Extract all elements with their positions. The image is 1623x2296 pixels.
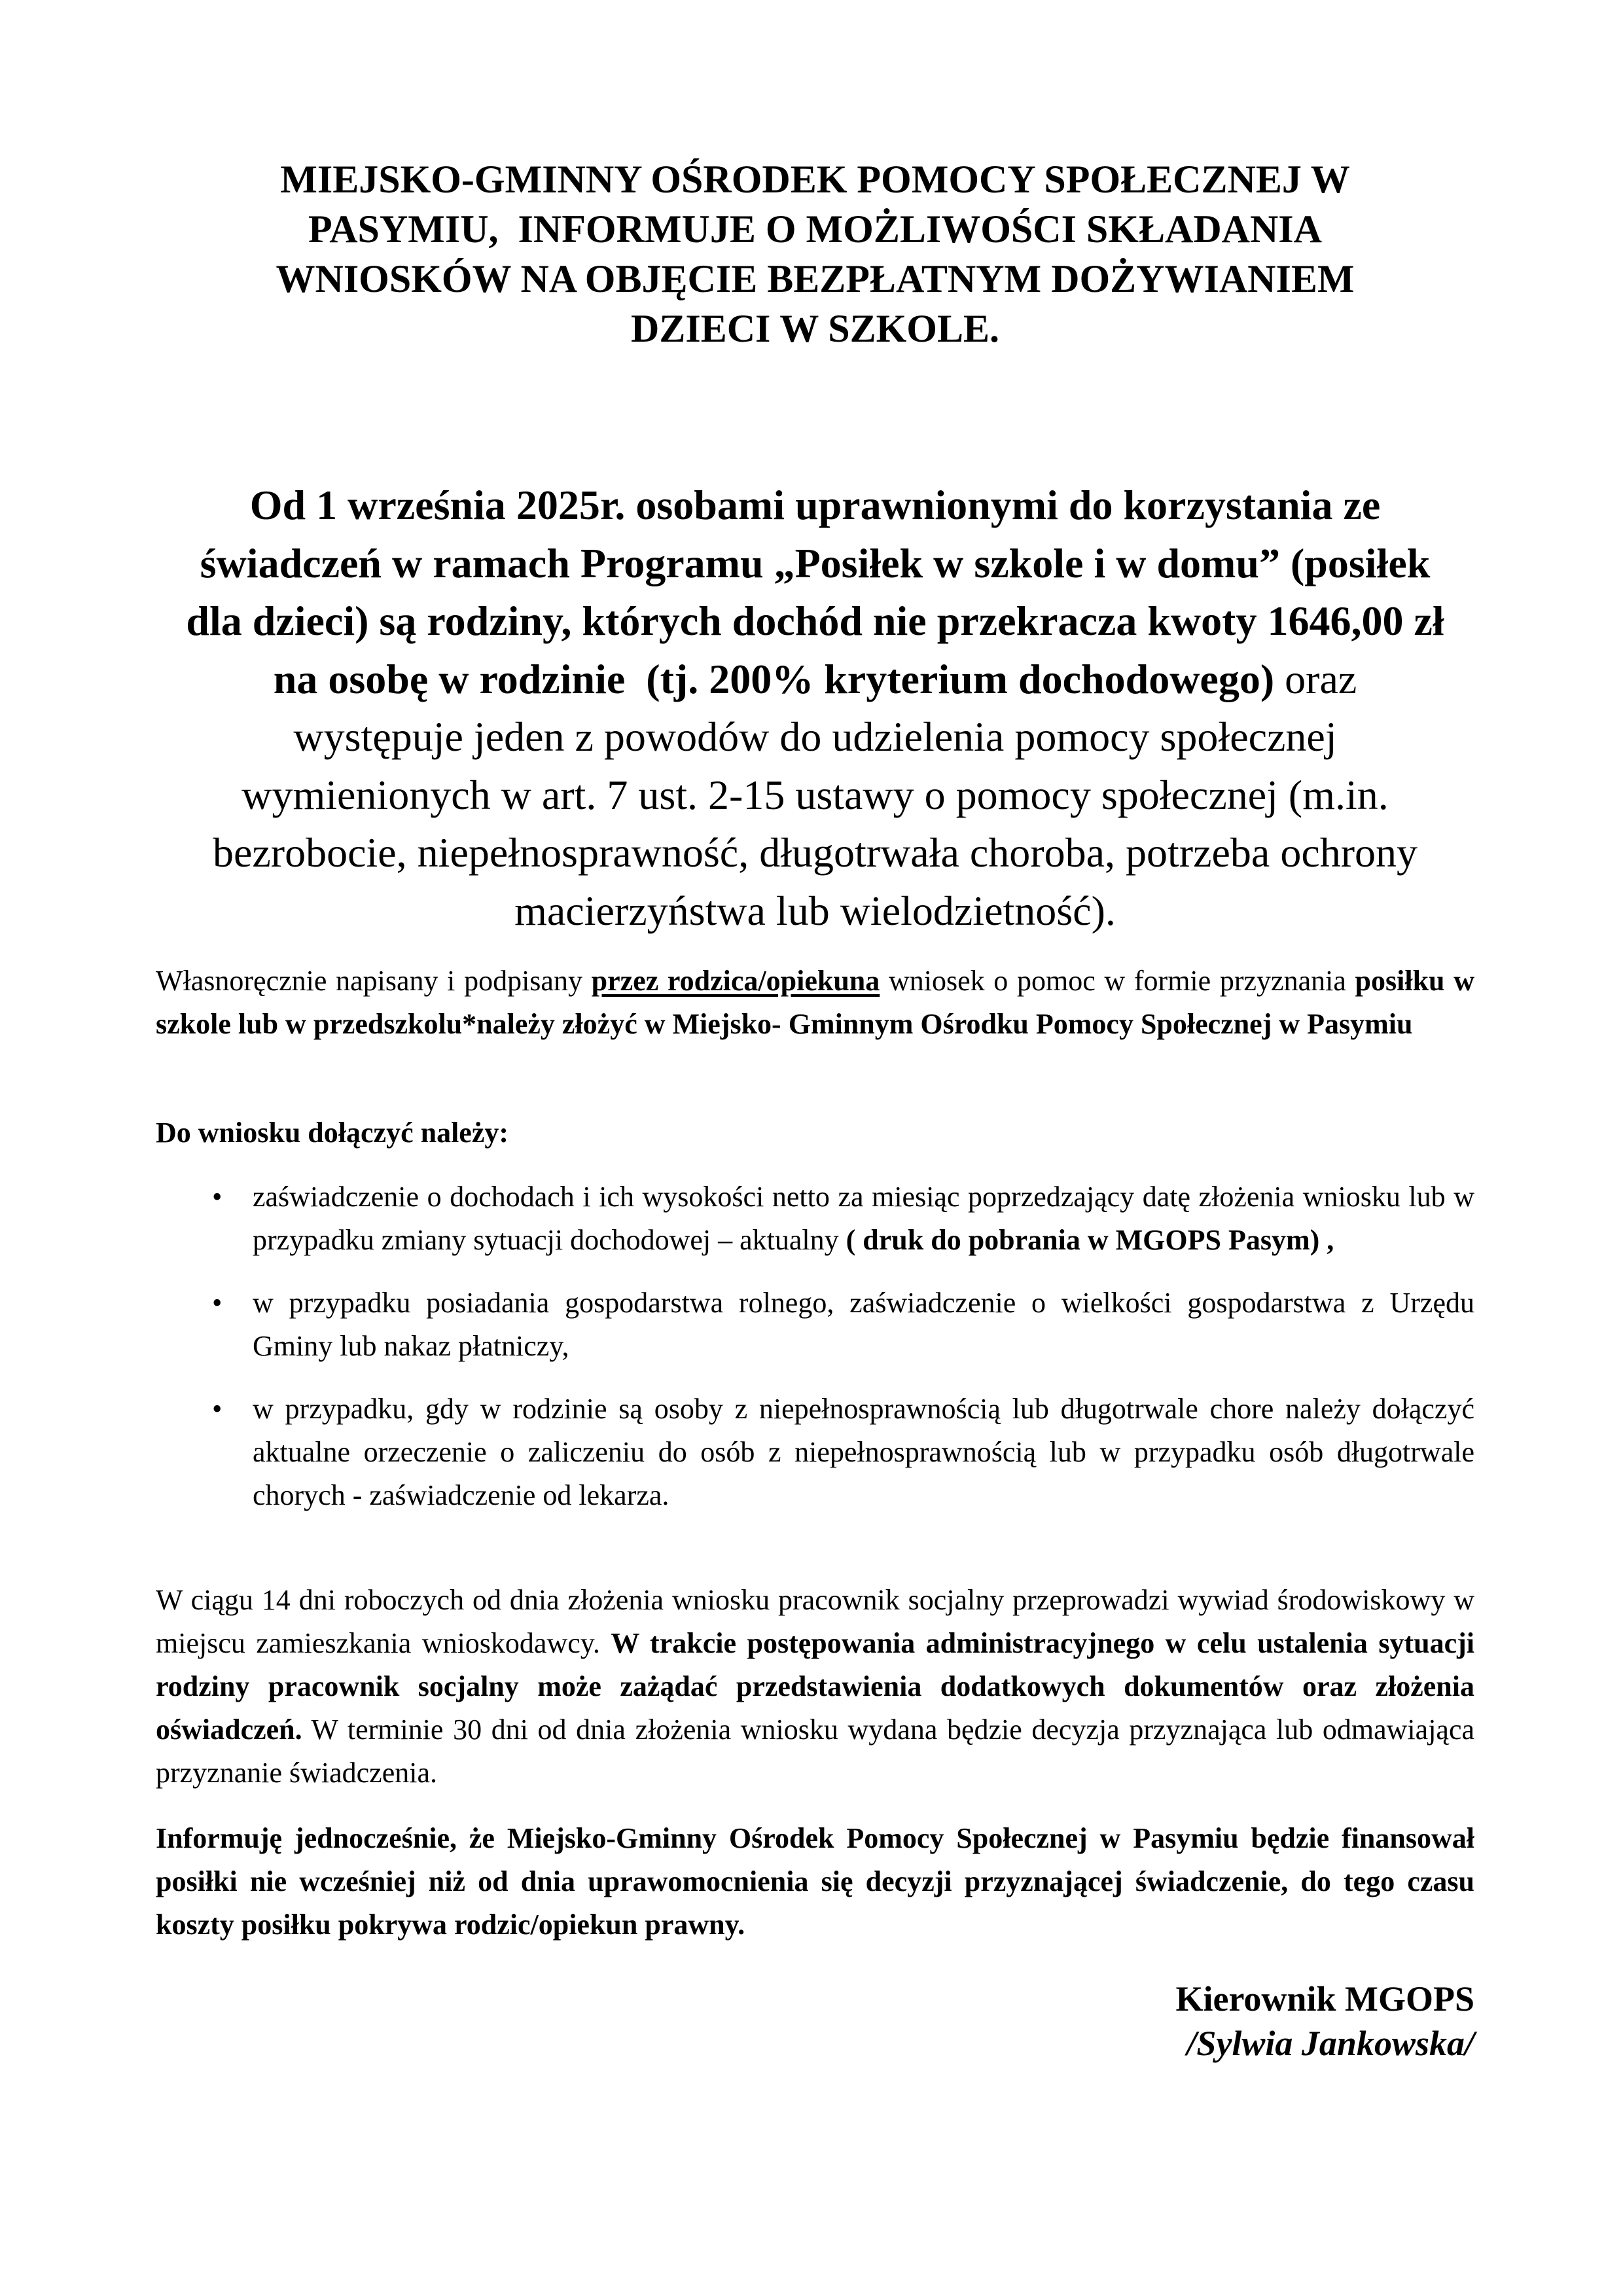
procedure-paragraph xyxy=(156,1579,1474,1795)
bullet-icon: • xyxy=(212,1181,223,1213)
title-line-2: PASYMIU, INFORMUJE O MOŻLIWOŚCI SKŁADANIA xyxy=(308,207,1322,251)
attachments-heading: Do wniosku dołączyć należy: xyxy=(156,1117,508,1149)
notice-paragraph: Informuję jednocześnie, że Miejsko-Gminny Ośrodek Pomocy Społecznej w Pasymiu będzie finansował posiłki nie wcześniej niż od dnia uprawomocnienia się decyzji przyznającej świadczenie, do tego czasu koszty posiłku pokrywa rodzic/opiekun prawny. xyxy=(156,1822,1474,1941)
application-underlined: przez rodzica/opiekuna xyxy=(591,965,880,997)
lead-line-7: bezrobocie, niepełnosprawność, długotrwała choroba, potrzeba ochrony xyxy=(212,829,1418,876)
attachment-item-3-text: w przypadku, gdy w rodzinie są osoby z niepełnosprawnością lub długotrwale chore należy dołączyć aktualne orzeczenie o zaliczeniu do osób z niepełnosprawnością lub w przypadku osób długotrwale chorych - zaświadczenie od lekarza. xyxy=(253,1393,1474,1511)
procedure-text-1: W ciągu 14 dni roboczych od dnia złożenia wniosku pracownik socjalny przeprowadzi wywiad środowiskowy w miejscu zamieszkania wnioskodawcy. xyxy=(156,1584,1474,1659)
signature-name: /Sylwia Jankowska/ xyxy=(1186,2024,1474,2063)
lead-line-4-regular: oraz xyxy=(1274,655,1357,702)
attachment-item-1 xyxy=(156,1175,1474,1262)
bullet-icon: • xyxy=(212,1393,223,1425)
lead-line-2: świadczeń w ramach Programu „Posiłek w szkole i w domu” (posiłek xyxy=(200,539,1431,586)
attachment-item-3 xyxy=(156,1388,1474,1517)
lead-line-4 xyxy=(156,651,1474,709)
lead-line-6: wymienionych w art. 7 ust. 2-15 ustawy o pomocy społecznej (m.in. xyxy=(241,771,1389,818)
lead-line-3: dla dzieci) są rodziny, których dochód nie przekracza kwoty 1646,00 zł xyxy=(186,598,1444,644)
attachments-list xyxy=(156,1175,1474,1517)
signature-role: Kierownik MGOPS xyxy=(1175,1979,1474,2018)
lead-line-4-bold: na osobę w rodzinie (tj. 200% kryterium dochodowego) xyxy=(273,655,1275,702)
attachment-item-2-text: w przypadku posiadania gospodarstwa rolnego, zaświadczenie o wielkości gospodarstwa z Urzędu Gminy lub nakaz płatniczy, xyxy=(253,1287,1474,1362)
title-line-1: MIEJSKO-GMINNY OŚRODEK POMOCY SPOŁECZNEJ W xyxy=(280,158,1350,201)
bullet-icon: • xyxy=(212,1287,223,1319)
attachment-item-1-bold: ( druk do pobrania w MGOPS Pasym) , xyxy=(846,1224,1334,1256)
title-line-4: DZIECI W SZKOLE. xyxy=(631,307,999,350)
lead-line-1: Od 1 września 2025r. osobami uprawnionymi do korzystania ze xyxy=(249,482,1381,528)
application-bold: posiłku w szkole lub w przedszkolu*należy złożyć w Miejsko- Gminnym Ośrodku Pomocy Społecznej w Pasymiu xyxy=(156,965,1474,1040)
lead-line-8: macierzyństwa lub wielodzietność). xyxy=(514,887,1116,934)
procedure-bold: W trakcie postępowania administracyjnego w celu ustalenia sytuacji rodziny pracownik socjalny może zażądać przedstawienia dodatkowych dokumentów oraz złożenia oświadczeń. xyxy=(156,1627,1474,1746)
document-title xyxy=(156,154,1474,353)
attachment-item-1-text: zaświadczenie o dochodach i ich wysokości netto za miesiąc poprzedzający datę złożenia wniosku lub w przypadku zmiany sytuacji dochodowej – aktualny xyxy=(253,1181,1474,1256)
title-line-3: WNIOSKÓW NA OBJĘCIE BEZPŁATNYM DOŻYWIANIEM xyxy=(276,257,1355,300)
application-paragraph xyxy=(156,960,1474,1046)
signature-block xyxy=(1175,1977,1474,2066)
attachment-item-2 xyxy=(156,1282,1474,1368)
application-text-2: wniosek o pomoc w formie przyznania xyxy=(880,965,1355,997)
procedure-text-2: W terminie 30 dni od dnia złożenia wniosku wydana będzie decyzja przyznająca lub odmawiająca przyznanie świadczenia. xyxy=(156,1713,1474,1789)
lead-line-5: występuje jeden z powodów do udzielenia pomocy społecznej xyxy=(293,713,1337,760)
application-text-1: Własnoręcznie napisany i podpisany xyxy=(156,965,592,997)
lead-paragraph xyxy=(156,476,1474,940)
